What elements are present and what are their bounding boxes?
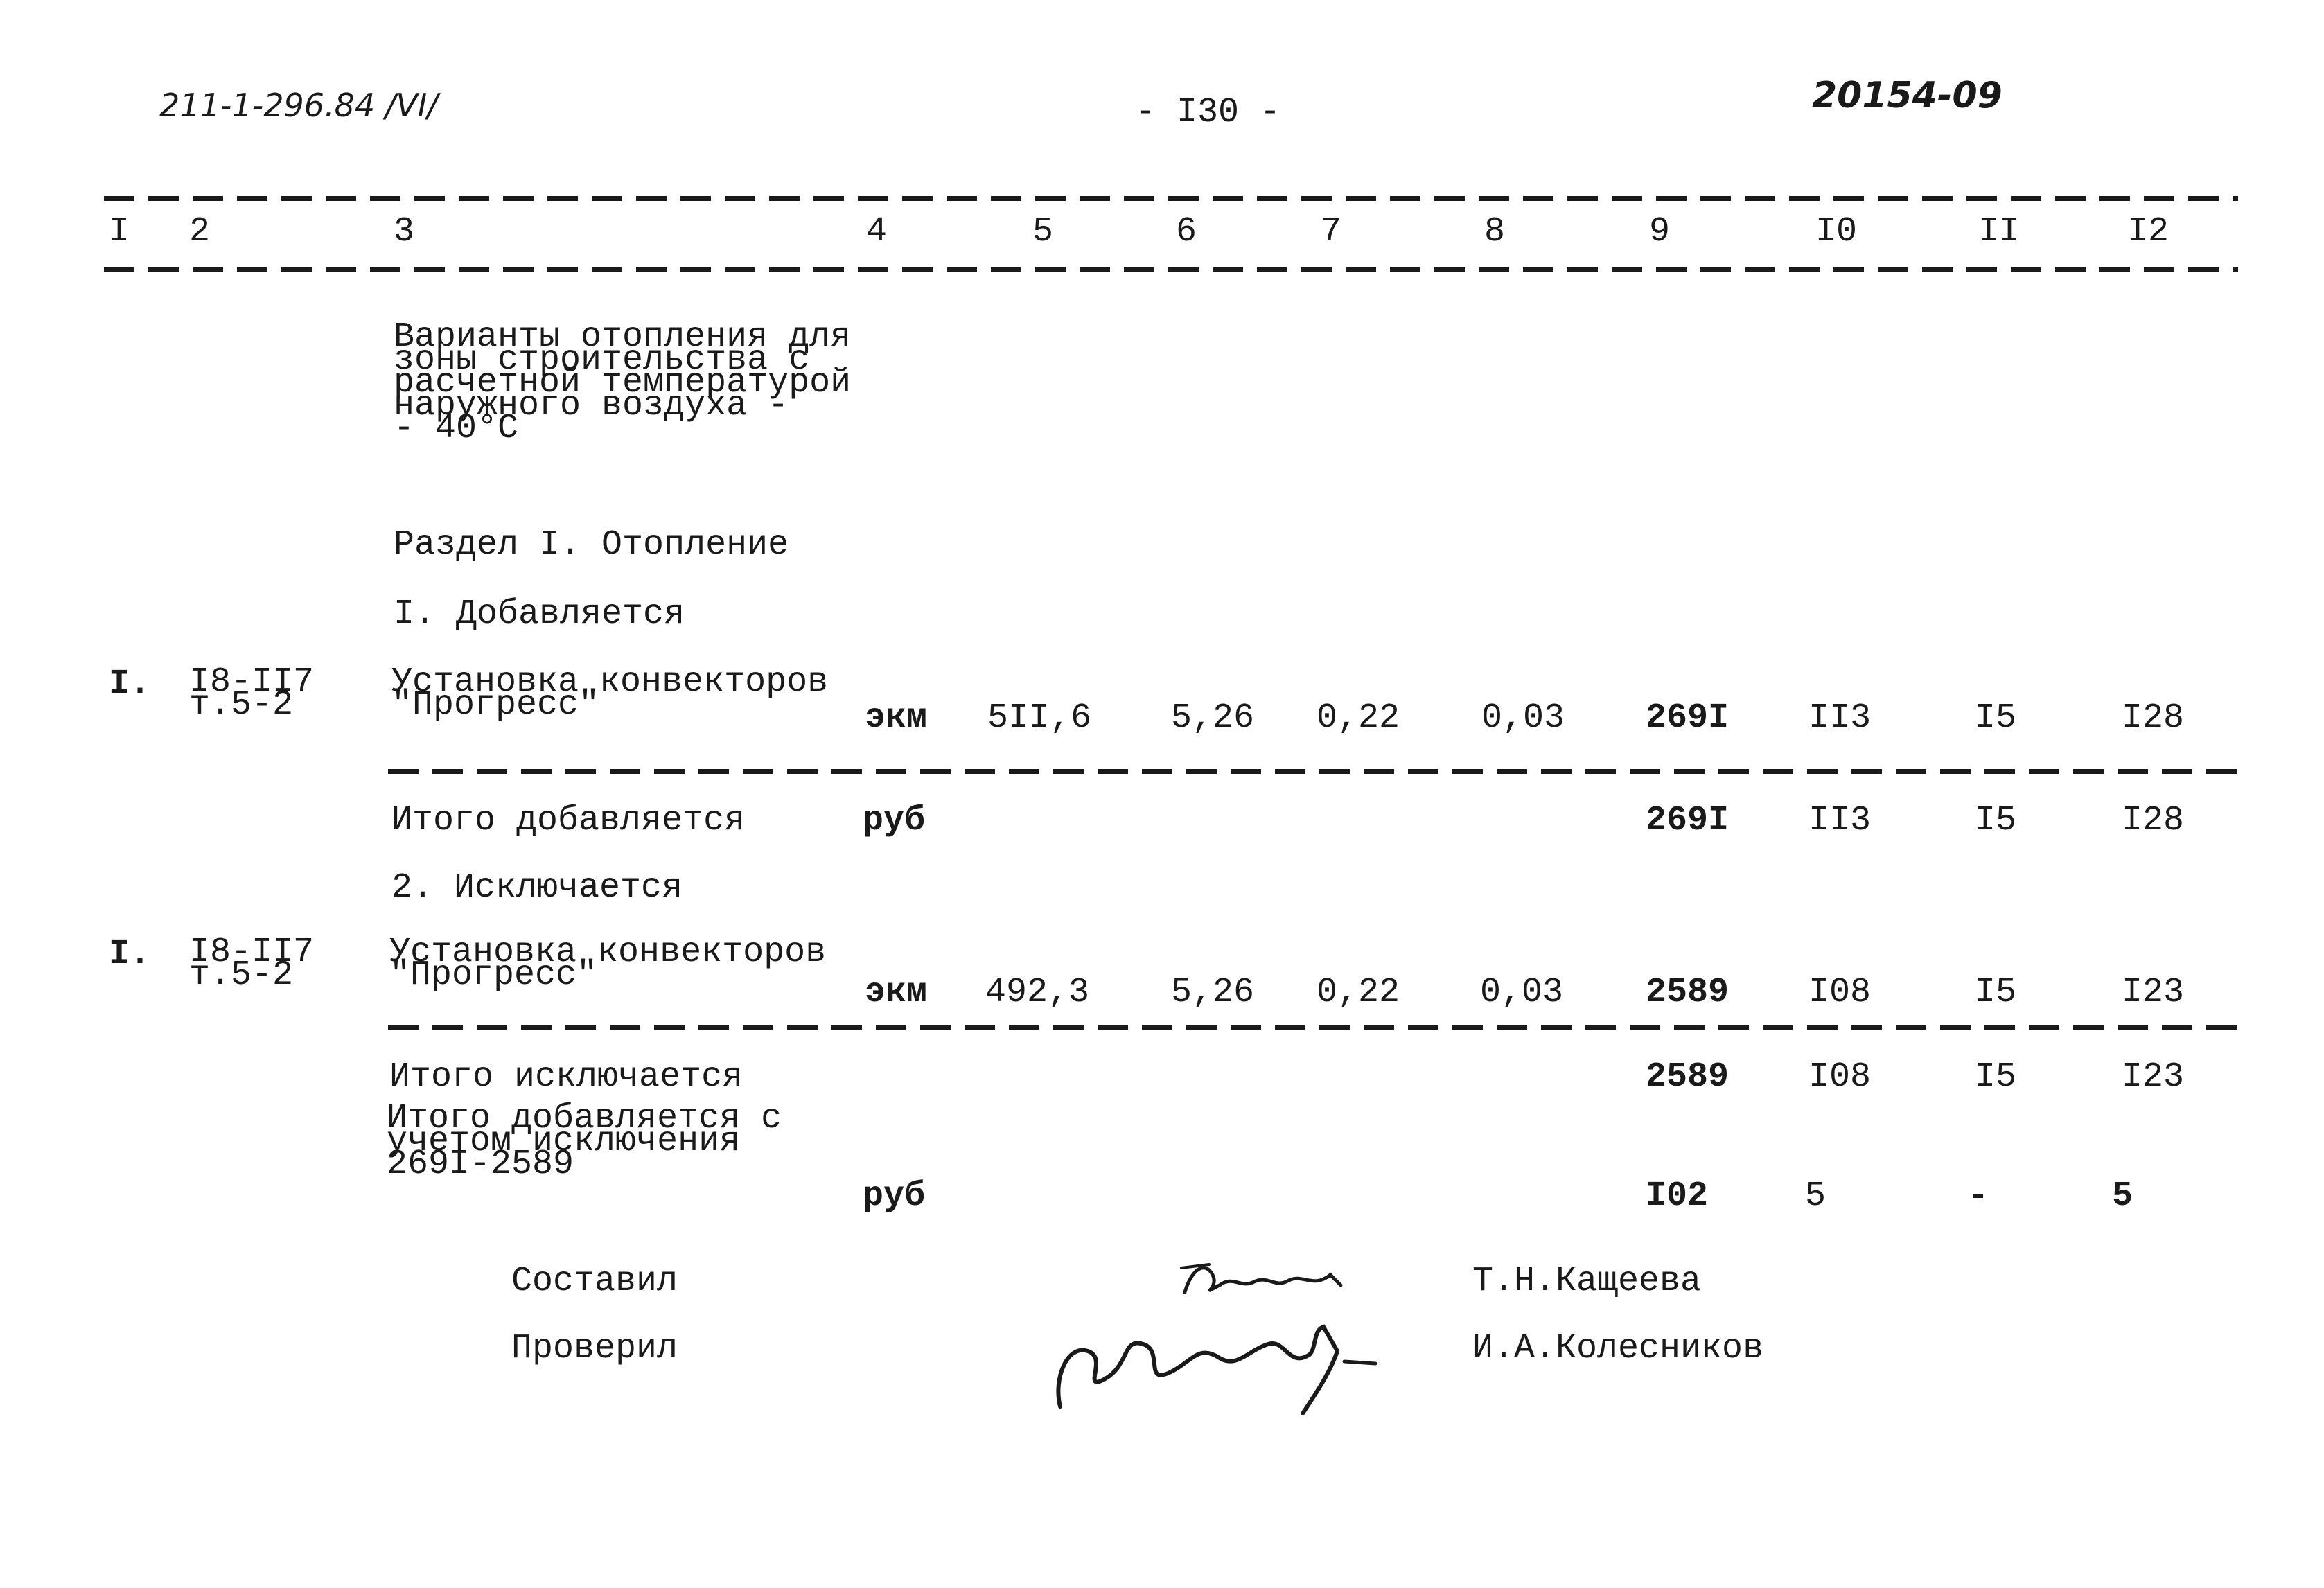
row-col7: 0,22 [1317,973,1400,1012]
row-unit: экм [865,698,928,738]
total-label: Итого исключается [389,1057,743,1097]
total-col12: I23 [2122,1057,2185,1097]
row-col10: I08 [1808,973,1872,1012]
row-number: I. [109,935,151,974]
col-header-5: 5 [1032,212,1054,252]
col-header-10: I0 [1815,212,1858,252]
checked-label: Проверил [511,1329,678,1368]
section-heading: Варианты отопления для зоны строительства с расчетной температурой наружного воздуха - - 40°C [394,317,852,448]
checked-signature [1039,1303,1386,1434]
added-title: I. Добавляется [394,594,685,634]
net-total-unit: руб [863,1176,926,1216]
row-col5: 492,3 [985,973,1090,1012]
net-total-col11: - [1968,1176,1989,1216]
total-col11: I5 [1975,1057,2017,1097]
header-rule-top [104,196,2238,201]
row-col12: I28 [2122,698,2185,738]
total-label: Итого добавляется [391,801,746,840]
row-col9: 269I [1646,698,1729,738]
checked-name: И.А.Колесников [1472,1329,1764,1368]
col-header-4: 4 [866,212,888,252]
total-col11: I5 [1975,801,2017,840]
row-name: Установка конвекторов "Прогресс" [391,662,829,725]
row-unit: экм [865,973,928,1012]
compiled-signature [1171,1247,1351,1309]
row-col12: I23 [2122,973,2185,1012]
row-col6: 5,26 [1171,973,1255,1012]
row-col11: I5 [1975,973,2017,1012]
col-header-2: 2 [189,212,211,252]
header-rule-bottom [104,267,2238,272]
col-header-12: I2 [2127,212,2169,252]
net-total-label: Итого добавляется с учетом исключения 269I-2589 [387,1099,782,1184]
archive-number: 20154-09 [1812,75,2002,116]
excluded-rule [388,1025,2238,1030]
col-header-9: 9 [1649,212,1671,252]
row-number: I. [109,664,151,704]
row-col7: 0,22 [1317,698,1400,738]
col-header-1: I [109,212,130,252]
col-header-7: 7 [1321,212,1342,252]
row-col10: II3 [1808,698,1872,738]
row-name: Установка конвекторов "Прогресс" [389,933,827,995]
net-total-col9: I02 [1646,1176,1709,1216]
row-col11: I5 [1975,698,2017,738]
row-col9: 2589 [1646,973,1729,1012]
col-header-3: 3 [394,212,415,252]
col-header-6: 6 [1176,212,1197,252]
compiled-label: Составил [511,1262,678,1301]
total-unit: руб [863,801,926,840]
row-col5: 5II,6 [987,698,1092,738]
col-header-11: II [1978,212,2021,252]
total-col10: I08 [1808,1057,1872,1097]
total-col12: I28 [2122,801,2185,840]
row-col6: 5,26 [1171,698,1255,738]
total-col10: II3 [1808,801,1872,840]
row-col8: 0,03 [1480,973,1564,1012]
row-code: I8-II7 т.5-2 [189,933,315,995]
total-col9: 269I [1646,801,1729,840]
net-total-col10: 5 [1805,1176,1826,1216]
section-title: Раздел I. Отопление [394,525,789,565]
page-number: - I30 - [1135,93,1281,132]
row-col8: 0,03 [1481,698,1565,738]
added-rule [388,769,2238,774]
net-total-col12: 5 [2112,1176,2133,1216]
doc-code: 211-1-296.84 /VI/ [159,87,438,124]
compiled-name: Т.Н.Кащеева [1472,1262,1702,1301]
excluded-title: 2. Исключается [391,868,683,908]
row-code: I8-II7 т.5-2 [189,662,315,725]
total-col9: 2589 [1646,1057,1729,1097]
col-header-8: 8 [1484,212,1506,252]
